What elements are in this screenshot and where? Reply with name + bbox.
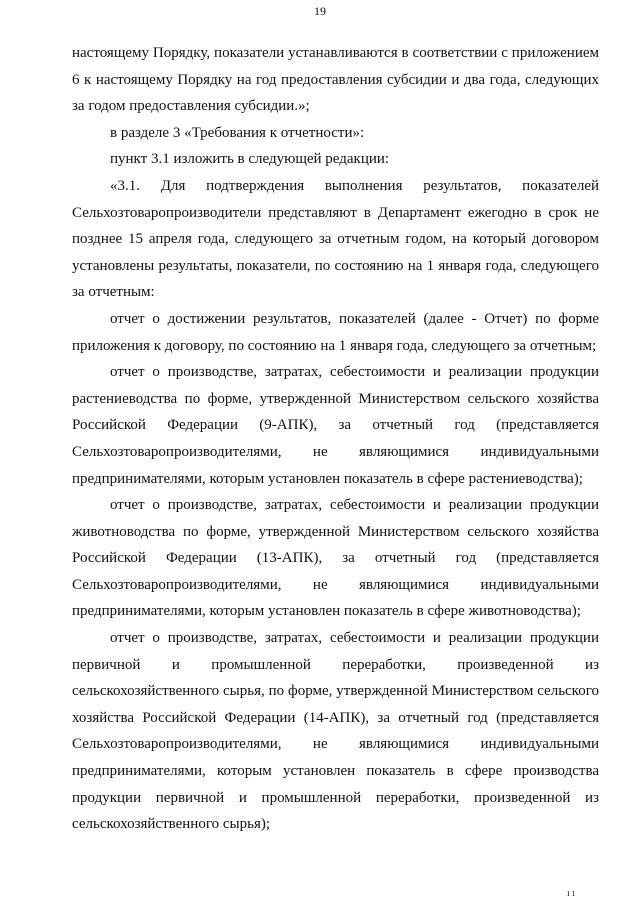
document-body xyxy=(72,40,599,838)
paragraph-clause-3-1: «3.1. Для подтверждения выполнения результатов, показателей Сельхозтоваропроизводители представляют в Департамент ежегодно в срок не позднее 15 апреля года, следующего за отчетным годом, на который договором установлены результаты, показатели, по состоянию на 1 января года, следующего за отчетным: xyxy=(72,177,599,301)
paragraph-section-3-intro: в разделе 3 «Требования к отчетности»: xyxy=(110,124,365,141)
footer-mark: ı ı xyxy=(567,888,576,899)
page-number: 19 xyxy=(314,4,326,18)
paragraph-continuation: настоящему Порядку, показатели устанавливаются в соответствии с приложением 6 к настоящему Порядку на год предоставления субсидии и два года, следующих за годом предоставления субсидии.»; xyxy=(72,45,599,115)
paragraph-clause-3-1-intro: пункт 3.1 изложить в следующей редакции: xyxy=(110,151,390,168)
paragraph-report-livestock: отчет о производстве, затратах, себестоимости и реализации продукции животноводства по форме, утвержденной Министерством сельского хозяйства Российской Федерации (13-АПК), за отчетный год (представляется Сельхозтоваропроизводителями, не являющимися индивидуальными предпринимателями, которым установлен показатель в сфере животноводства); xyxy=(72,497,599,620)
paragraph-report-results: отчет о достижении результатов, показателей (далее - Отчет) по форме приложения к договору, по состоянию на 1 января года, следующего за отчетным; xyxy=(72,310,599,354)
paragraph-report-processing: отчет о производстве, затратах, себестоимости и реализации продукции первичной и промышленной переработки, произведенной из сельскохозяйственного сырья, по форме, утвержденной Министерством сельского хозяйства Российской Федерации (14-АПК), за отчетный год (представляется Сельхозтоваропроизводителями, не являющимися индивидуальными предпринимателями, которым установлен показатель в сфере производства продукции первичной и промышленной переработки, произведенной из сельскохозяйственного сырья); xyxy=(72,630,599,833)
paragraph-report-crop: отчет о производстве, затратах, себестоимости и реализации продукции растениеводства по форме, утвержденной Министерством сельского хозяйства Российской Федерации (9-АПК), за отчетный год (представляется Сельхозтоваропроизводителями, не являющимися индивидуальными предпринимателями, которым установлен показатель в сфере растениеводства); xyxy=(72,364,599,487)
